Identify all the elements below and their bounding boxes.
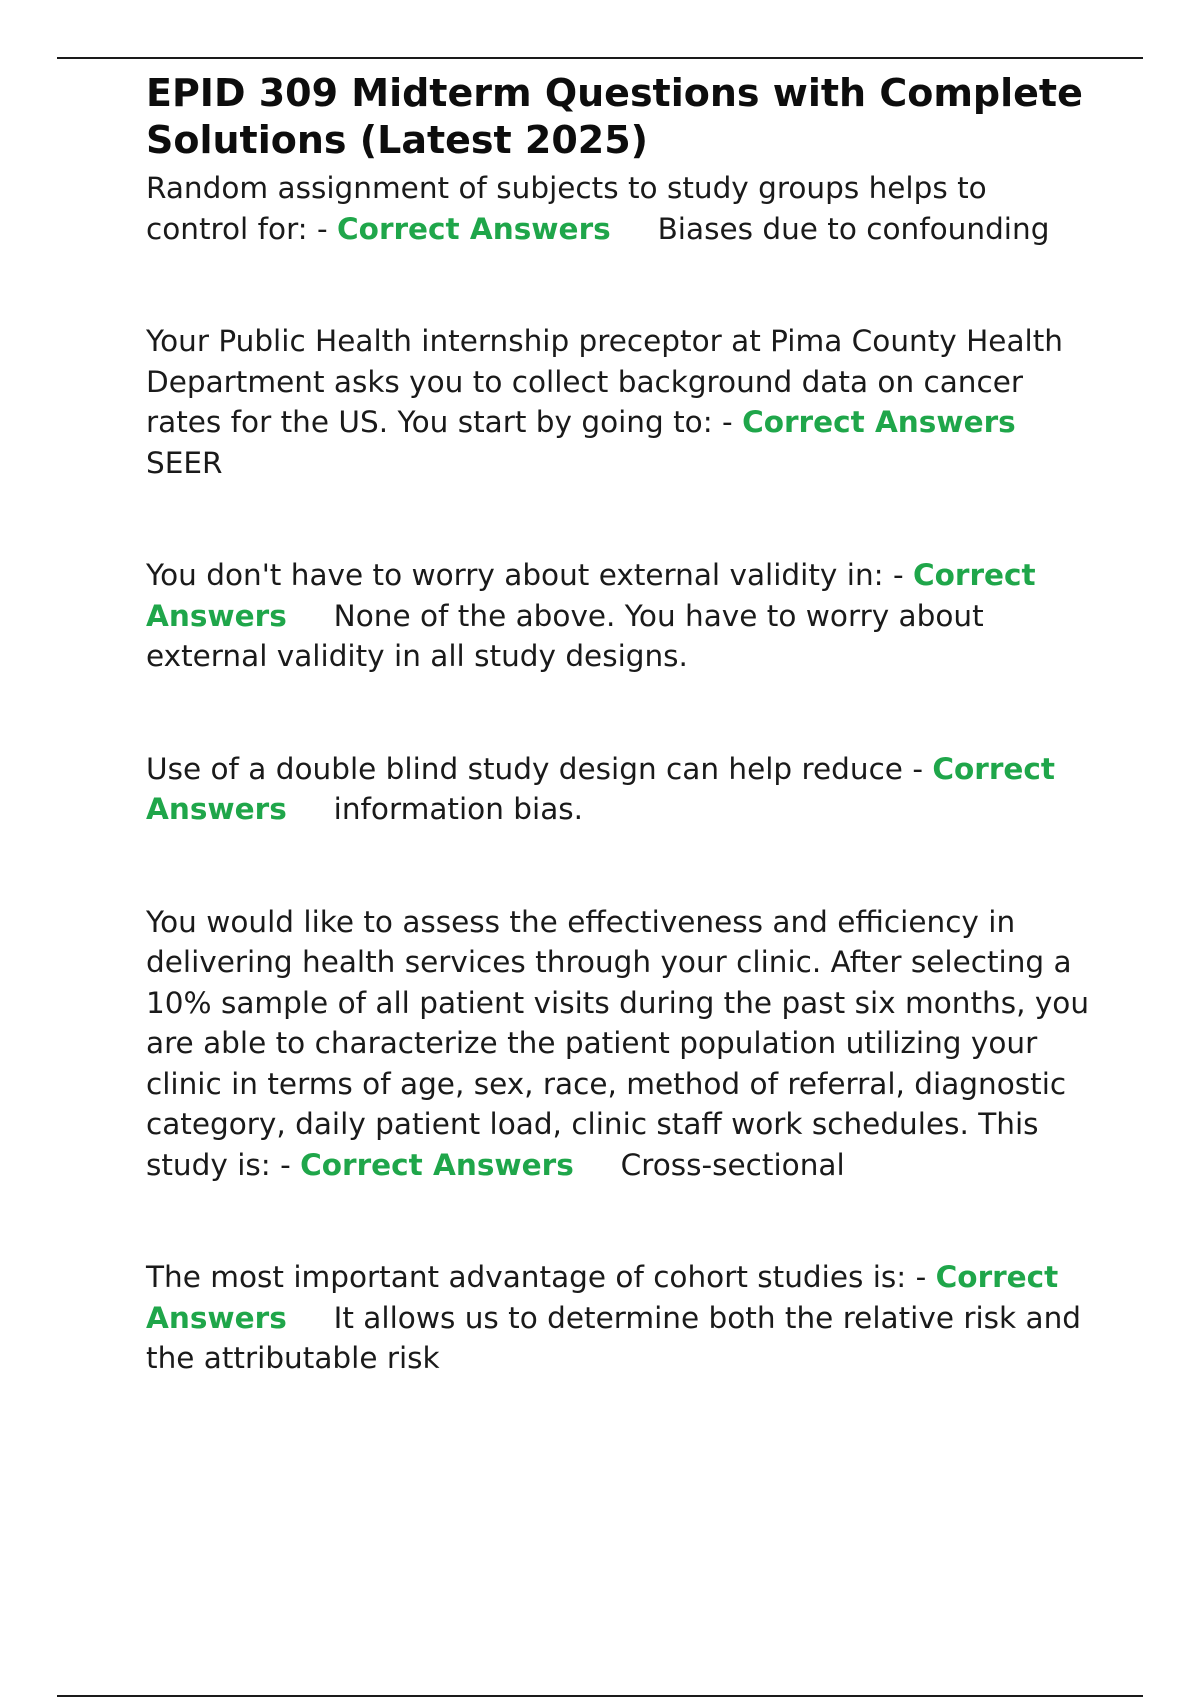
correct-answers-label: Correct Answers [146,751,1055,826]
answer-text: It allows us to determine both the relative risk and the attributable risk [146,1300,1081,1375]
bottom-rule [57,1695,1143,1697]
separator: - [712,405,743,439]
correct-answers-label: Correct Answers [146,1260,1059,1335]
separator: - [902,751,933,786]
question-text: The most important advantage of cohort studies is: [146,1260,907,1294]
qa-item [146,902,1096,1186]
separator: - [883,558,913,592]
answer-text: None of the above. You have to worry about external validity in all study designs. [146,598,984,673]
correct-answers-label: Correct Answers [337,211,611,246]
correct-answers-label: Correct Answers [742,405,1016,439]
answer-text: information bias. [333,792,584,826]
answer-text: Biases due to confounding [657,211,1050,246]
qa-item [146,1257,1096,1379]
top-rule [57,57,1143,59]
answer-text: Cross-sectional [620,1147,845,1182]
question-text: Your Public Health internship preceptor at Pima County Health Department asks you to collect background data on cancer rates for the US. You start by going to: [146,324,1063,439]
separator: - [270,1147,301,1182]
separator: - [906,1260,936,1294]
qa-item [146,168,1096,249]
separator: - [307,211,338,246]
question-text: Use of a double blind study design can help reduce [146,751,903,786]
document-body [146,70,1096,1379]
qa-item [146,749,1096,830]
correct-answers-label: Correct Answers [300,1147,574,1182]
qa-item [146,555,1096,677]
qa-item [146,321,1096,483]
document-title: EPID 309 Midterm Questions with Complete Solutions (Latest 2025) [146,71,1083,162]
question-text: You don't have to worry about external validity in: [146,558,884,592]
correct-answers-label: Correct Answers [146,558,1036,633]
question-text: You would like to assess the effectiveness and efficiency in delivering health services through your clinic. After selecting a 10% sample of all patient visits during the past six months, you are able to characterize the patient population utilizing your clinic in terms of age, sex, race, method of referral, diagnostic category, daily patient load, clinic staff work schedules. This study is: [146,904,1090,1182]
question-text: Random assignment of subjects to study groups helps to control for: [146,171,987,246]
answer-text: SEER [146,445,223,480]
